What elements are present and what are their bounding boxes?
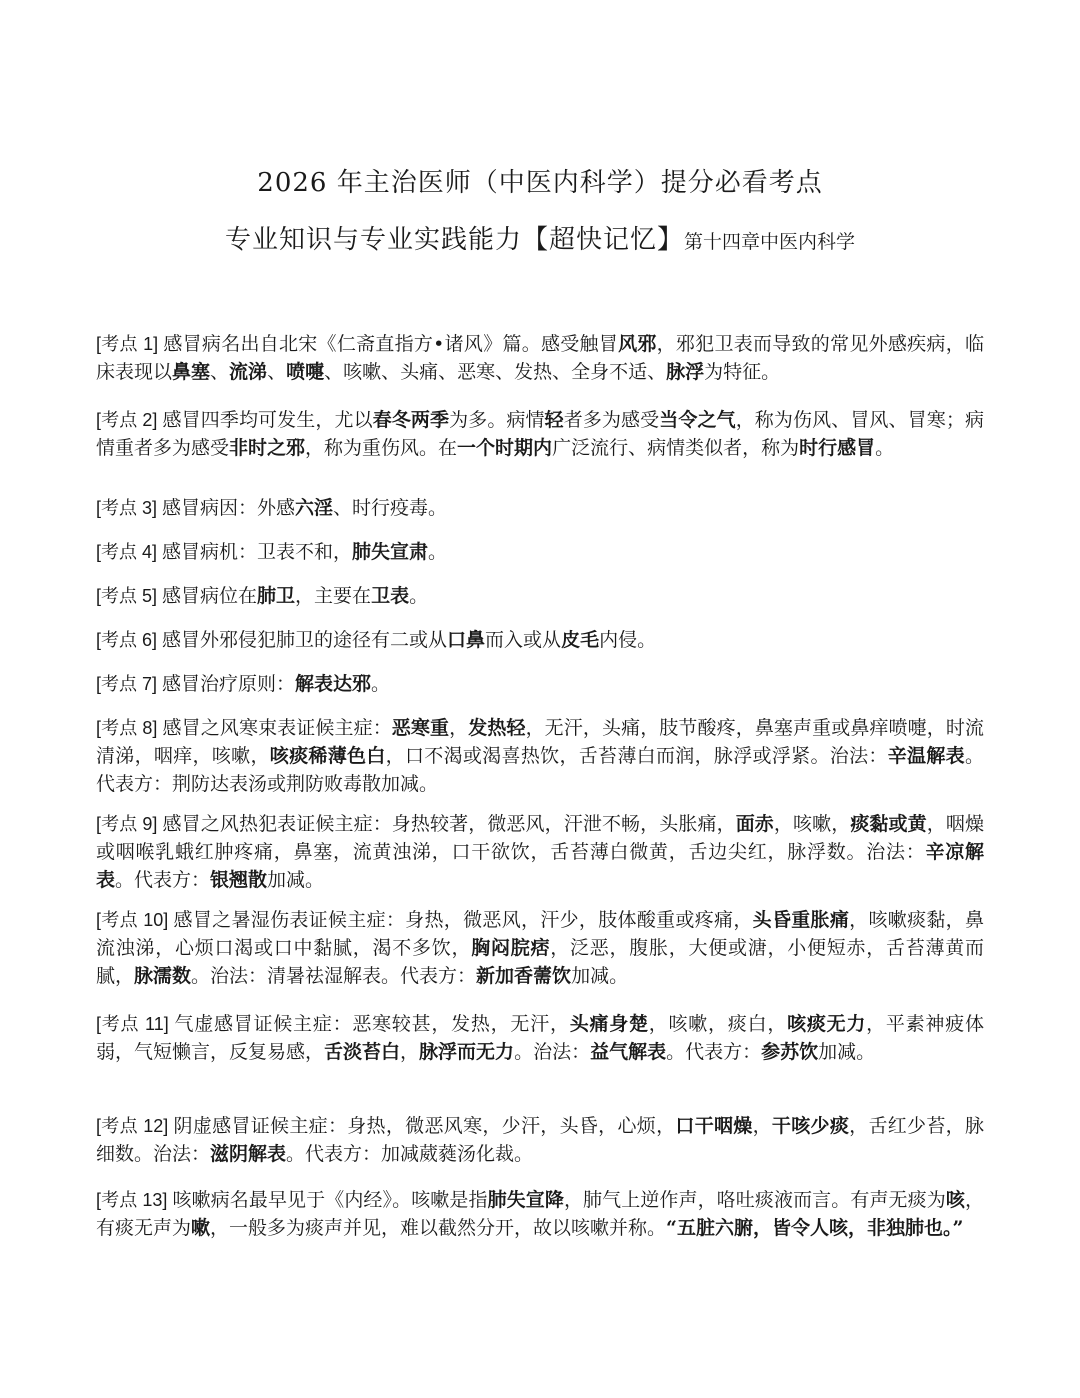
point-text: 、咳嗽、头痛、恶寒、发热、全身不适、 xyxy=(324,361,667,383)
key-term: “五脏六腑，皆令人咳，非独肺也。” xyxy=(666,1217,964,1239)
key-term: 鼻塞 xyxy=(172,361,211,383)
document-subtitle xyxy=(0,222,1080,261)
point-text: 感冒之风热犯表证候主症：身热较著，微恶风，汗泄不畅，头胀痛， xyxy=(162,813,736,835)
key-term: 脉浮而无力 xyxy=(419,1041,515,1063)
point-text: 感冒之风寒束表证候主症： xyxy=(162,717,392,739)
key-term: 六淫 xyxy=(295,497,334,519)
exam-point xyxy=(96,906,984,990)
exam-point-tag: [考点 6] xyxy=(96,630,158,650)
point-text: ， xyxy=(752,1115,772,1137)
point-text: ，口不渴或渴喜热饮，舌苔薄白而润，脉浮或浮紧。治法： xyxy=(385,745,888,767)
key-term: 面赤 xyxy=(735,813,774,835)
point-text: ，平素神疲体弱，气短懒言，反复易感， xyxy=(96,1013,984,1063)
key-term: 益气解表 xyxy=(590,1041,667,1063)
exam-point xyxy=(96,714,984,798)
point-text: 者多为感受 xyxy=(563,409,660,431)
exam-point-tag: [考点 8] xyxy=(96,718,158,738)
exam-point-tag: [考点 9] xyxy=(96,814,158,834)
key-term: 银翘散 xyxy=(210,869,268,891)
point-text: 为多。病情 xyxy=(449,409,545,431)
key-term: 干咳少痰 xyxy=(771,1115,850,1137)
point-text: 咳嗽病名最早见于《内经》。咳嗽是指 xyxy=(172,1189,488,1211)
point-text: 感冒治疗原则： xyxy=(162,673,296,695)
point-text: 。代表方： xyxy=(666,1041,762,1063)
key-term: 痰黏或黄 xyxy=(850,813,927,835)
key-term: 解表达邪 xyxy=(295,673,372,695)
point-text: 。 xyxy=(428,541,448,563)
point-text: ，主要在 xyxy=(295,585,372,607)
key-term: 春冬两季 xyxy=(372,409,450,431)
point-text: 阴虚感冒证候主症：身热，微恶风寒，少汗，头昏，心烦， xyxy=(173,1115,676,1137)
exam-point xyxy=(96,330,984,386)
exam-point-tag: [考点 7] xyxy=(96,674,158,694)
key-term: 辛温解表 xyxy=(887,745,965,767)
key-term: 咳痰稀薄色白 xyxy=(269,745,386,767)
exam-point xyxy=(96,1186,984,1242)
point-text: 感冒之暑湿伤表证候主症：身热，微恶风，汗少，肢体酸重或疼痛， xyxy=(173,909,753,931)
key-term: 滋阴解表 xyxy=(210,1143,287,1165)
point-text: 而入或从 xyxy=(485,629,562,651)
point-text: 。代表方： xyxy=(115,869,211,891)
exam-point xyxy=(96,406,984,462)
point-text: ，无汗，头痛，肢节酸疼，鼻塞声重或鼻痒喷嚏，时流清涕，咽痒，咳嗽， xyxy=(96,717,984,767)
point-text: 加减。 xyxy=(267,869,325,891)
key-term: 参苏饮 xyxy=(761,1041,819,1063)
point-text: 。 xyxy=(371,673,391,695)
exam-point-tag: [考点 5] xyxy=(96,586,158,606)
point-text: 为特征。 xyxy=(704,361,781,383)
point-text: ，称为伤风、冒风、冒寒；病情重者多为感受 xyxy=(96,409,984,459)
key-term: 发热轻 xyxy=(468,717,526,739)
point-text: ，肺气上逆作声，咯吐痰液而言。有声无痰为 xyxy=(563,1189,946,1211)
point-text: ， xyxy=(400,1041,420,1063)
key-term: 头痛身楚 xyxy=(569,1013,649,1035)
point-text: ，舌红少苔，脉细数。治法： xyxy=(96,1115,984,1165)
point-text: 加减。 xyxy=(818,1041,876,1063)
exam-point xyxy=(96,670,984,698)
exam-point-tag: [考点 12] xyxy=(96,1116,169,1136)
exam-point-tag: [考点 13] xyxy=(96,1190,168,1210)
key-term: 流涕 xyxy=(229,361,268,383)
point-text: 。 xyxy=(875,437,895,459)
key-term: 咳痰无力 xyxy=(787,1013,867,1035)
point-text: 。治法： xyxy=(514,1041,591,1063)
key-term: 嗽 xyxy=(191,1217,211,1239)
key-term: 非时之邪 xyxy=(229,437,306,459)
point-text: 感冒病名出自北宋《仁斋直指方•诸风》篇。感受触冒 xyxy=(163,333,619,355)
subtitle-main: 专业知识与专业实践能力【超快记忆】 xyxy=(224,225,684,255)
key-term: 头昏重胀痛 xyxy=(752,909,850,931)
key-term: 口干咽燥 xyxy=(675,1115,753,1137)
key-term: 时行感冒 xyxy=(799,437,876,459)
subtitle-chapter: 第十四章中医内科学 xyxy=(684,231,856,253)
point-text: ，有痰无声为 xyxy=(96,1189,984,1239)
exam-point-tag: [考点 10] xyxy=(96,910,169,930)
exam-point-tag: [考点 3] xyxy=(96,498,158,518)
point-text: ，咳嗽痰黏，鼻流浊涕，心烦口渴或口中黏腻，渴不多饮， xyxy=(96,909,984,959)
key-term: 胸闷脘痞 xyxy=(471,937,551,959)
key-term: 口鼻 xyxy=(447,629,486,651)
point-text: ，一般多为痰声并见，难以截然分开，故以咳嗽并称。 xyxy=(210,1217,667,1239)
exam-point xyxy=(96,626,984,654)
point-text: ， xyxy=(449,717,469,739)
exam-point-tag: [考点 4] xyxy=(96,542,158,562)
exam-point-tag: [考点 2] xyxy=(96,410,158,430)
point-text: ，邪犯卫表而导致的常见外感疾病，临床表现以 xyxy=(96,333,984,383)
key-term: 轻 xyxy=(544,409,564,431)
point-text: 。 xyxy=(409,585,429,607)
exam-point xyxy=(96,1112,984,1168)
point-text: 。代表方：荆防达表汤或荆防败毒散加减。 xyxy=(96,745,984,795)
key-term: 肺失宣肃 xyxy=(352,541,429,563)
key-term: 辛凉解表 xyxy=(96,841,984,891)
key-term: 恶寒重 xyxy=(391,717,450,739)
point-text: ，称为重伤风。在 xyxy=(305,437,458,459)
key-term: 新加香薷饮 xyxy=(476,965,572,987)
point-text: 、时行疫毒。 xyxy=(333,497,448,519)
exam-point xyxy=(96,810,984,894)
point-text: 感冒病因：外感 xyxy=(162,497,296,519)
key-term: 当令之气 xyxy=(659,409,736,431)
point-text: 、 xyxy=(267,361,287,383)
point-text: 内侵。 xyxy=(599,629,657,651)
key-term: 舌淡苔白 xyxy=(324,1041,401,1063)
point-text: 。治法：清暑祛湿解表。代表方： xyxy=(191,965,477,987)
point-text: ，咳嗽， xyxy=(773,813,851,835)
key-term: 喷嚏 xyxy=(286,361,325,383)
key-term: 一个时期内 xyxy=(457,437,553,459)
key-term: 卫表 xyxy=(371,585,410,607)
point-text: 、 xyxy=(210,361,230,383)
key-term: 皮毛 xyxy=(561,629,600,651)
point-text: 感冒病机：卫表不和， xyxy=(162,541,353,563)
exam-point xyxy=(96,538,984,566)
exam-point-tag: [考点 1] xyxy=(96,334,159,354)
point-text: ，咳嗽，痰白， xyxy=(648,1013,788,1035)
key-term: 咳 xyxy=(945,1189,965,1211)
point-text: ，咽燥或咽喉乳蛾红肿疼痛，鼻塞，流黄浊涕，口干欲饮，舌苔薄白微黄，舌边尖红，脉浮数。治法： xyxy=(96,813,984,863)
key-term: 脉浮 xyxy=(666,361,705,383)
key-term: 脉濡数 xyxy=(134,965,192,987)
key-term: 风邪 xyxy=(618,333,657,355)
point-text: 感冒外邪侵犯肺卫的途径有二或从 xyxy=(162,629,448,651)
point-text: 加减。 xyxy=(571,965,629,987)
key-term: 肺失宣降 xyxy=(487,1189,564,1211)
point-text: 。代表方：加减葳蕤汤化裁。 xyxy=(286,1143,534,1165)
exam-point xyxy=(96,582,984,610)
exam-point-tag: [考点 11] xyxy=(96,1014,169,1034)
point-text: 广泛流行、病情类似者，称为 xyxy=(552,437,800,459)
point-text: 气虚感冒证候主症：恶寒较甚，发热，无汗， xyxy=(173,1013,570,1035)
exam-point xyxy=(96,1010,984,1066)
point-text: 感冒四季均可发生，尤以 xyxy=(162,409,373,431)
document-title: 2026 年主治医师（中医内科学）提分必看考点 xyxy=(257,168,823,198)
key-term: 肺卫 xyxy=(257,585,296,607)
point-text: ，泛恶，腹胀，大便或溏，小便短赤，舌苔薄黄而腻， xyxy=(96,937,984,987)
exam-point xyxy=(96,494,984,522)
point-text: 感冒病位在 xyxy=(162,585,258,607)
